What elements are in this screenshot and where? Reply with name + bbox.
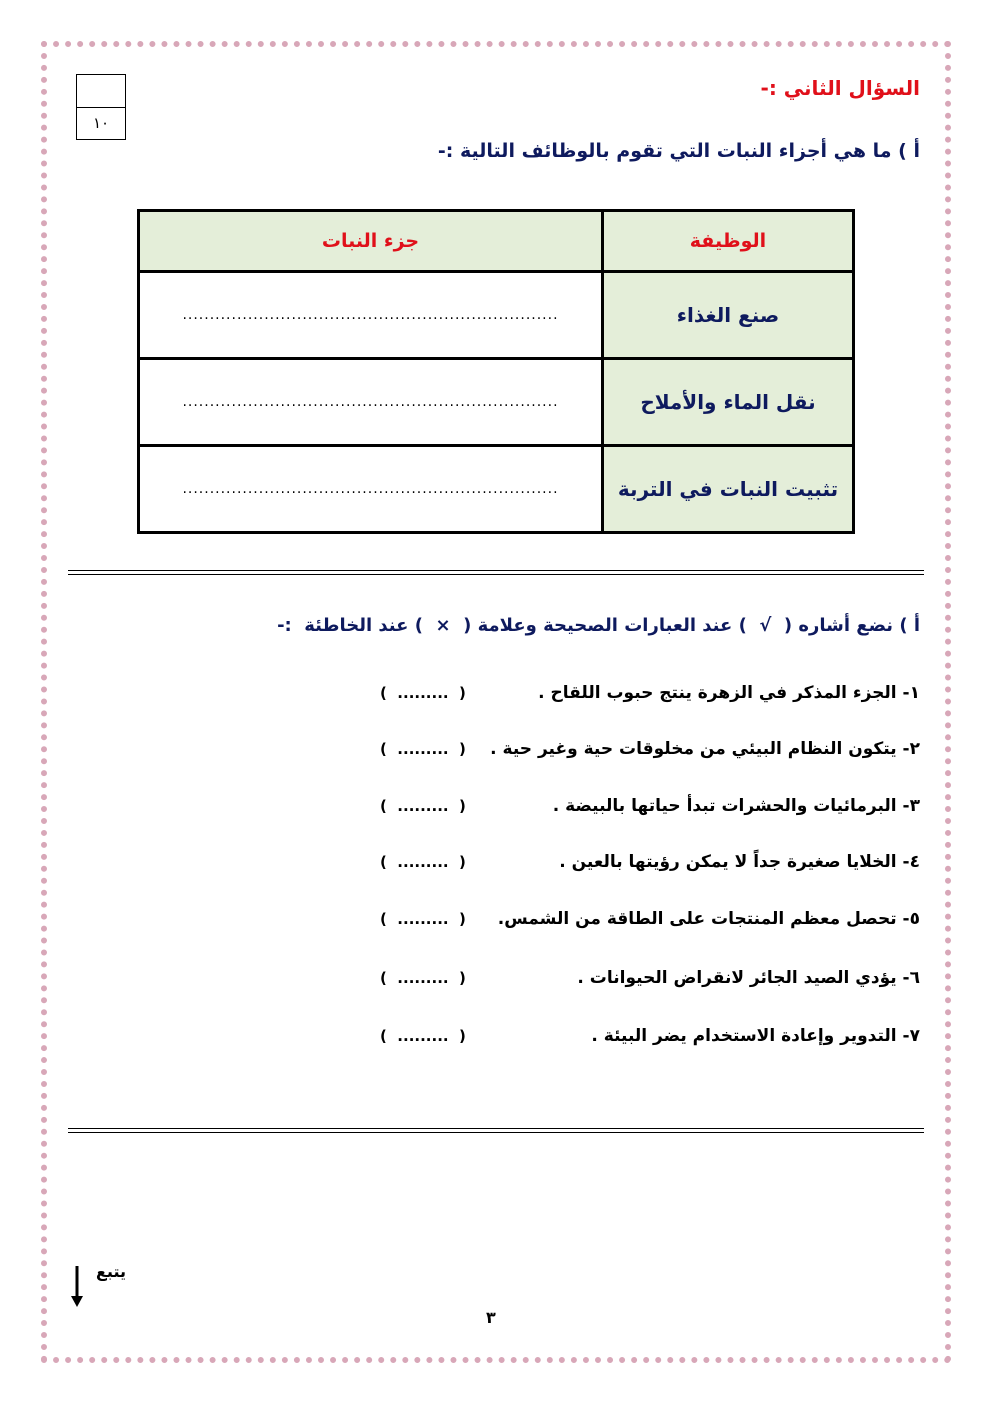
statement-item — [380, 904, 920, 934]
arrow-down-icon — [70, 1266, 84, 1308]
statement-text: ٧- التدوير وإعادة الاستخدام يضر البيئة . — [591, 1026, 920, 1046]
answer-box[interactable]: ( ......... ) — [380, 853, 466, 871]
true-false-instruction: أ ) نضع أشاره ( √ ) عند العبارات الصحيحة وعلامة ( × ) عند الخاطئة :- — [277, 615, 920, 636]
page-number: ٣ — [486, 1308, 496, 1327]
answer-cell[interactable]: ..................................................................... — [139, 446, 603, 533]
plant-parts-table — [137, 209, 855, 534]
statement-item — [380, 678, 920, 708]
statement-item — [380, 734, 920, 764]
function-cell: تثبيت النبات في التربة — [603, 446, 854, 533]
answer-box[interactable]: ( ......... ) — [380, 797, 466, 815]
statement-text: ٣- البرمائيات والحشرات تبدأ حياتها بالبيضة . — [552, 796, 920, 816]
continue-label: يتبع — [96, 1262, 126, 1281]
answer-box[interactable]: ( ......... ) — [380, 684, 466, 702]
function-cell: نقل الماء والأملاح — [603, 359, 854, 446]
answer-box[interactable]: ( ......... ) — [380, 910, 466, 928]
section-divider — [68, 570, 924, 575]
function-cell: صنع الغذاء — [603, 272, 854, 359]
table-row — [139, 446, 854, 533]
statement-item — [380, 1021, 920, 1051]
section-divider — [68, 1128, 924, 1133]
table-header-row — [139, 211, 854, 272]
statement-item — [380, 791, 920, 821]
answer-box[interactable]: ( ......... ) — [380, 1027, 466, 1045]
answer-cell[interactable]: ..................................................................... — [139, 272, 603, 359]
answer-box[interactable]: ( ......... ) — [380, 969, 466, 987]
question-title: السؤال الثاني :- — [760, 76, 920, 100]
statement-text: ٢- يتكون النظام البيئي من مخلوقات حية وغير حية . — [490, 739, 920, 759]
statement-text: ٤- الخلايا صغيرة جداً لا يمكن رؤيتها بالعين . — [559, 852, 920, 872]
header-function: الوظيفة — [603, 211, 854, 272]
statement-text: ١- الجزء المذكر في الزهرة ينتج حبوب اللقاح . — [538, 683, 920, 703]
question-part-a: أ ) ما هي أجزاء النبات التي تقوم بالوظائف التالية :- — [437, 140, 920, 162]
table-row — [139, 272, 854, 359]
table-row — [139, 359, 854, 446]
statement-text: ٥- تحصل معظم المنتجات على الطاقة من الشمس. — [497, 909, 920, 929]
answer-cell[interactable]: ..................................................................... — [139, 359, 603, 446]
header-plant-part: جزء النبات — [139, 211, 603, 272]
score-box — [76, 74, 126, 140]
answer-box[interactable]: ( ......... ) — [380, 740, 466, 758]
statement-item — [380, 847, 920, 877]
statement-item — [380, 963, 920, 993]
score-earned-cell[interactable] — [77, 75, 125, 108]
score-total: ١٠ — [92, 114, 110, 132]
statement-text: ٦- يؤدي الصيد الجائر لانقراض الحيوانات . — [577, 968, 920, 988]
